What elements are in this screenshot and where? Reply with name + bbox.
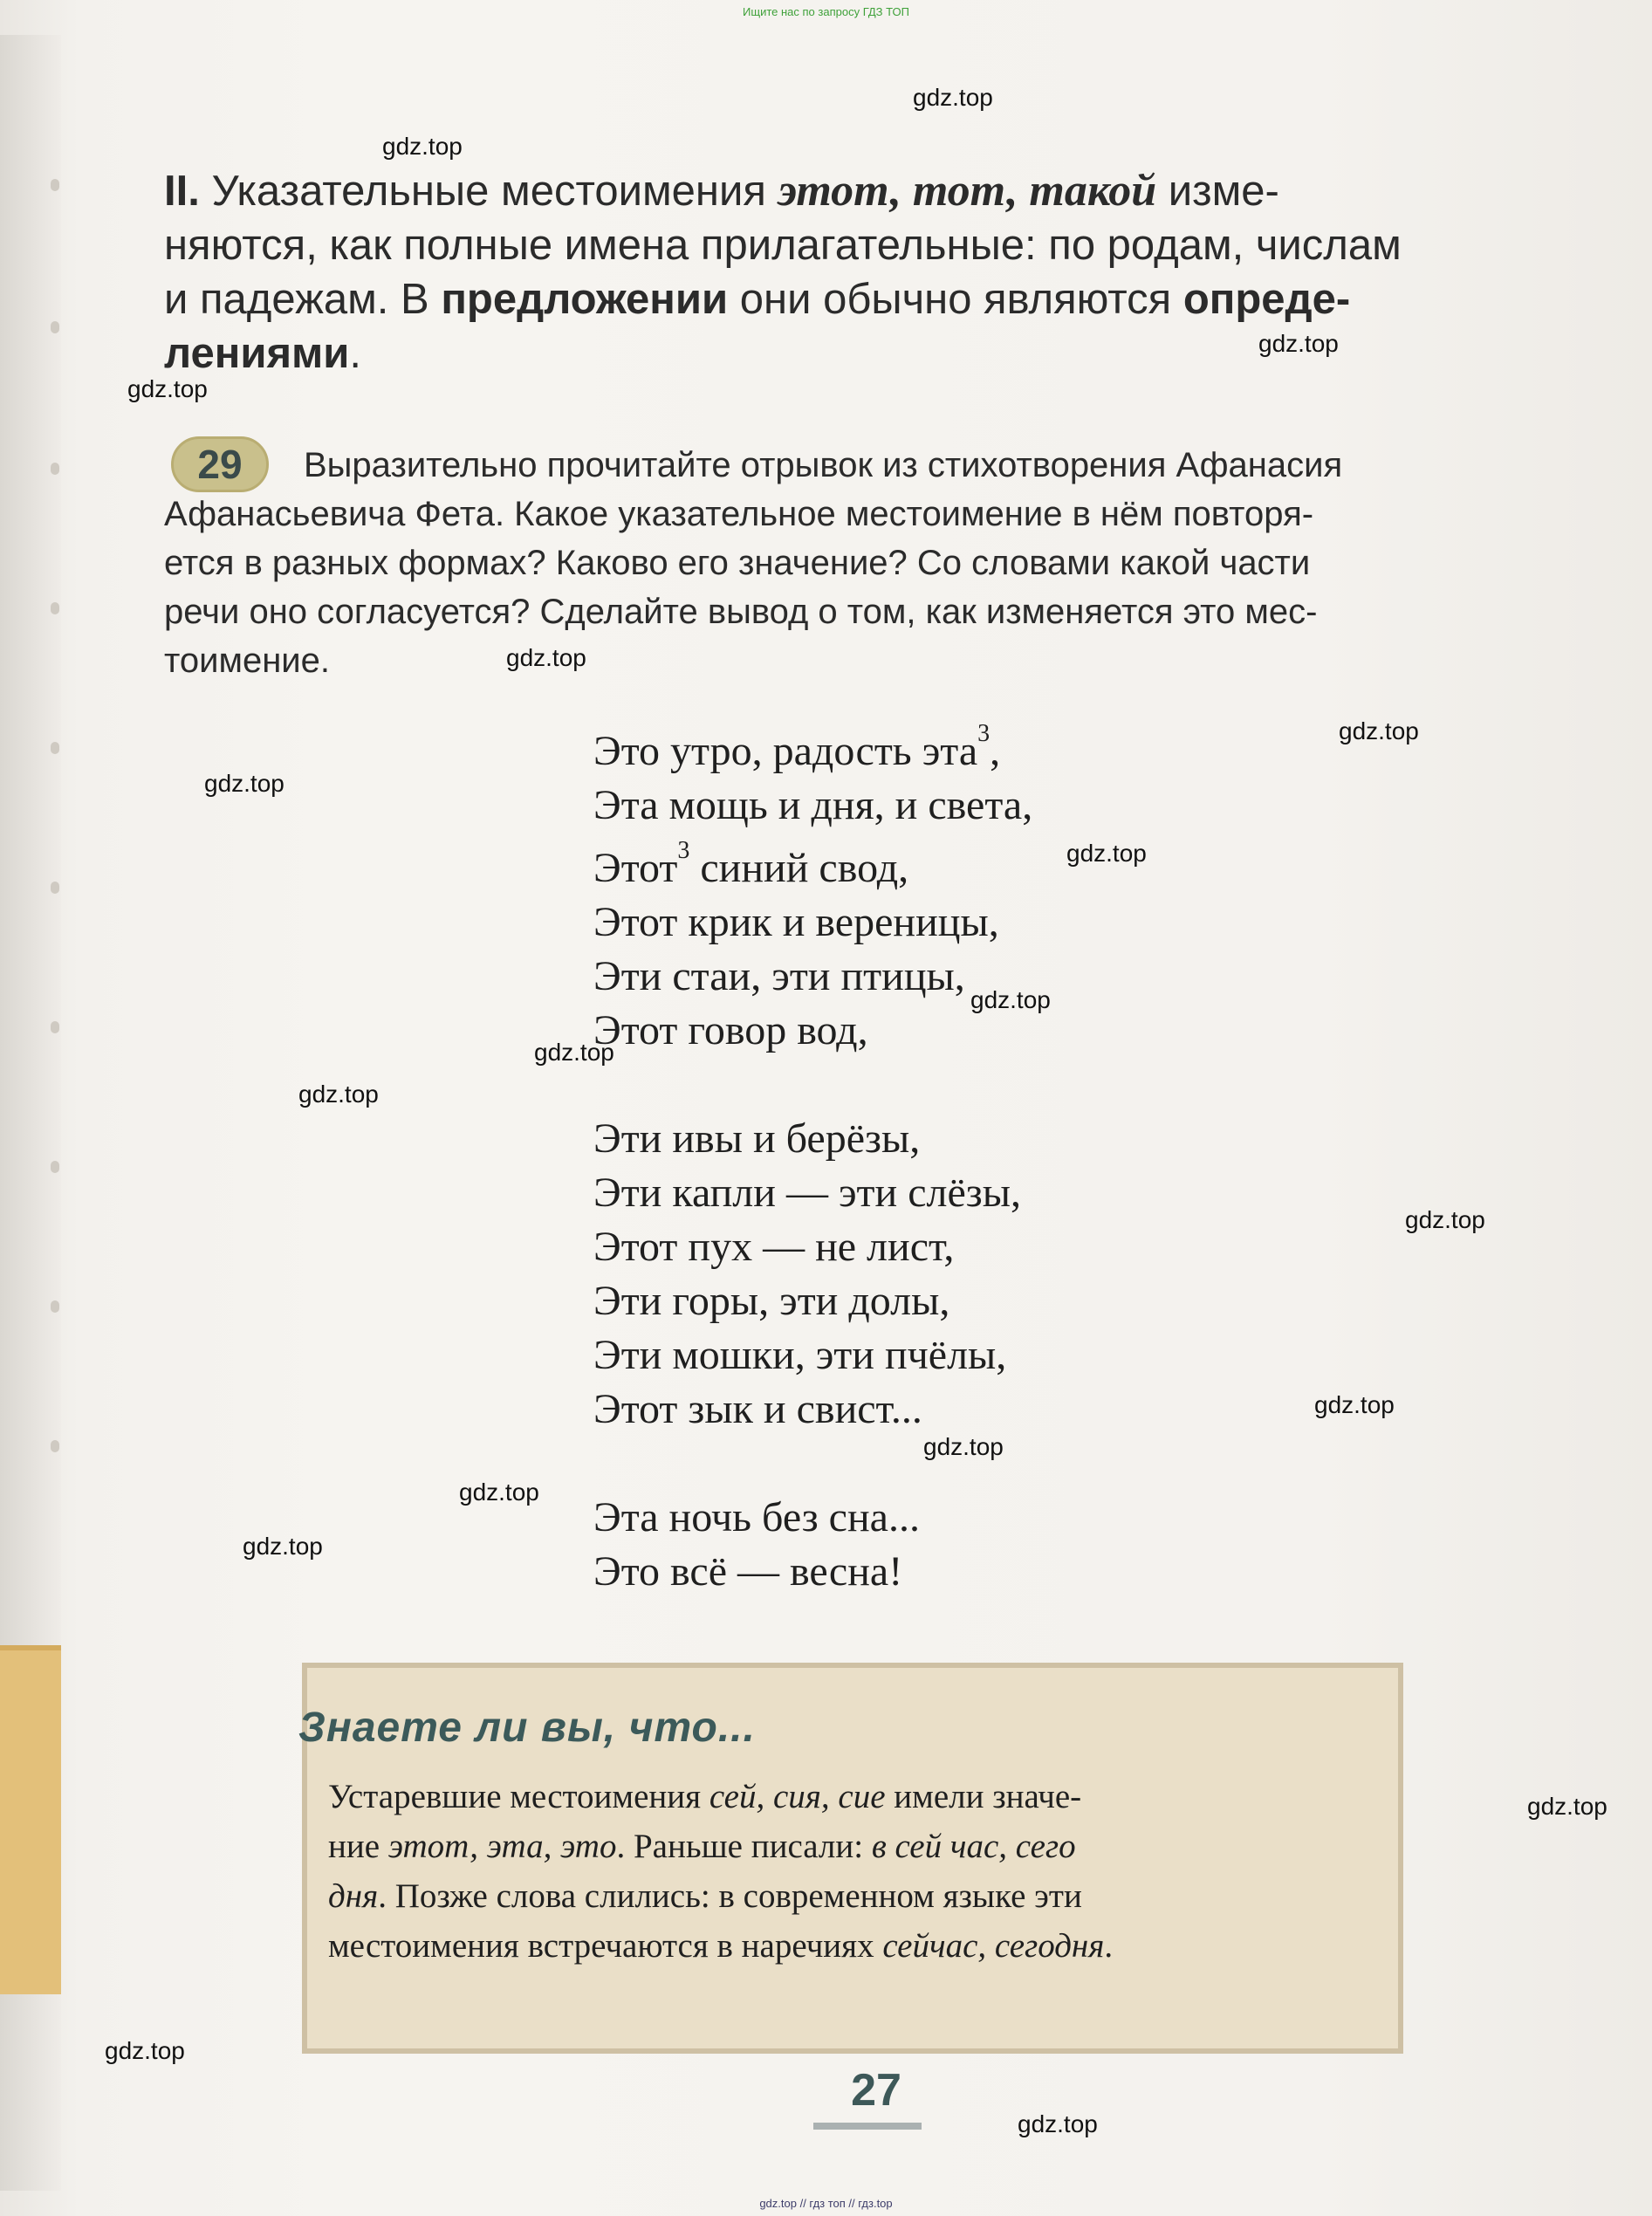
spine-mark xyxy=(51,1440,59,1452)
box-line xyxy=(328,1921,1410,1971)
box-text: Устаревшие местоимения xyxy=(328,1778,709,1815)
box-text: . Позже слова слились: в современном языке эти xyxy=(378,1877,1082,1915)
poem-line: Эти капли — эти слёзы, xyxy=(593,1170,1021,1216)
rule-paragraph xyxy=(164,164,1552,381)
watermark: gdz.top xyxy=(1066,840,1147,867)
margin-color-band-edge xyxy=(0,1645,61,1650)
rule-text: . xyxy=(349,330,362,377)
rule-text: Указательные местоимения xyxy=(199,168,778,215)
poem-line: Эта ночь без сна... xyxy=(593,1494,920,1540)
box-line xyxy=(328,1822,1410,1871)
rule-line xyxy=(164,326,1552,381)
spine-mark xyxy=(51,321,59,333)
watermark: gdz.top xyxy=(1405,1206,1485,1233)
page-number: 27 xyxy=(851,2065,901,2116)
watermark: gdz.top xyxy=(127,375,208,402)
watermark: gdz.top xyxy=(534,1039,614,1066)
spine-mark xyxy=(51,602,59,614)
poem xyxy=(593,716,1032,1599)
rule-text: изме- xyxy=(1156,168,1279,215)
task-line: тоимение. xyxy=(164,641,330,680)
exercise-number-badge: 29 xyxy=(171,436,269,492)
stanza-gap xyxy=(593,1437,1032,1491)
poem-line: Эта мощь и дня, и света, xyxy=(593,782,1033,828)
task-line: ется в разных формах? Каково его значение? Со словами какой части xyxy=(164,544,1311,582)
spine-mark xyxy=(51,1161,59,1173)
footnote-mark: 3 xyxy=(977,720,991,747)
did-you-know-text xyxy=(328,1772,1410,1971)
watermark: gdz.top xyxy=(382,133,463,160)
rule-line xyxy=(164,164,1552,218)
watermark: gdz.top xyxy=(1314,1391,1395,1418)
header-note[interactable]: Ищите нас по запросу ГДЗ ТОП xyxy=(743,5,909,18)
poem-line: Этот крик и вереницы, xyxy=(593,899,999,945)
poem-text: Этот xyxy=(593,845,678,891)
watermark: gdz.top xyxy=(970,986,1051,1013)
watermark: gdz.top xyxy=(506,644,586,671)
rule-pronouns: этот, тот, такой xyxy=(778,166,1157,216)
poem-text: , xyxy=(990,728,1001,774)
watermark: gdz.top xyxy=(298,1081,379,1108)
footer-note[interactable]: gdz.top // гдз топ // гдз.top xyxy=(759,2197,893,2210)
poem-line: Этот пух — не лист, xyxy=(593,1224,955,1270)
box-text: . Раньше писали: xyxy=(616,1828,872,1865)
poem-text: синий свод, xyxy=(689,845,909,891)
rule-term: лениями xyxy=(164,330,350,377)
box-text: местоимения встречаются в наречиях xyxy=(328,1927,883,1965)
rule-text: они обычно являются xyxy=(728,276,1183,323)
watermark: gdz.top xyxy=(1527,1793,1607,1820)
spine-mark xyxy=(51,1021,59,1033)
poem-line: Это всё — весна! xyxy=(593,1548,903,1595)
poem-line: Эти стаи, эти птицы, xyxy=(593,953,965,999)
rule-line xyxy=(164,272,1552,326)
watermark: gdz.top xyxy=(105,2037,185,2064)
box-line xyxy=(328,1871,1410,1921)
footnote-mark: 3 xyxy=(677,837,690,864)
spine-mark xyxy=(51,463,59,475)
watermark: gdz.top xyxy=(1258,330,1339,357)
spine-mark xyxy=(51,1300,59,1313)
box-text: ние xyxy=(328,1828,388,1865)
watermark: gdz.top xyxy=(923,1433,1004,1460)
rule-term: предложении xyxy=(441,276,729,323)
watermark: gdz.top xyxy=(459,1478,539,1506)
box-text: . xyxy=(1104,1927,1114,1965)
box-term: сейчас, сегодня xyxy=(882,1927,1105,1965)
did-you-know-title: Знаете ли вы, что... xyxy=(298,1705,756,1751)
poem-line xyxy=(593,716,1032,779)
watermark: gdz.top xyxy=(913,84,993,111)
spine-mark xyxy=(51,882,59,894)
box-term: этот, эта, это xyxy=(387,1828,617,1865)
watermark: gdz.top xyxy=(243,1533,323,1560)
page-number-underline xyxy=(813,2123,922,2130)
rule-text: и падежам. В xyxy=(164,276,442,323)
task-line: речи оно согласуется? Сделайте вывод о том, как изменяется это мес- xyxy=(164,593,1318,631)
margin-color-band xyxy=(0,1645,61,1994)
rule-term: опреде- xyxy=(1182,276,1351,323)
box-line xyxy=(328,1772,1410,1822)
box-term: дня xyxy=(328,1877,379,1915)
rule-line: няются, как полные имена прилагательные: по родам, числам xyxy=(164,222,1402,269)
spine-mark xyxy=(51,179,59,191)
poem-text: Это утро, радость эта xyxy=(593,728,978,774)
stanza-gap xyxy=(593,1058,1032,1112)
spine-mark xyxy=(51,742,59,754)
poem-line: Эти ивы и берёзы, xyxy=(593,1115,921,1162)
rule-numeral: II. xyxy=(164,168,200,215)
box-term: в сей час, сего xyxy=(871,1828,1076,1865)
watermark: gdz.top xyxy=(1339,717,1419,744)
watermark: gdz.top xyxy=(1018,2110,1098,2137)
poem-line xyxy=(593,833,1032,895)
poem-line: Эти горы, эти долы, xyxy=(593,1278,950,1324)
poem-line: Эти мошки, эти пчёлы, xyxy=(593,1332,1007,1378)
watermark: gdz.top xyxy=(204,770,284,797)
poem-line: Этот говор вод, xyxy=(593,1007,868,1053)
box-text: имели значе- xyxy=(885,1778,1082,1815)
box-term: сей, сия, сие xyxy=(709,1778,886,1815)
poem-line: Этот зык и свист... xyxy=(593,1386,922,1432)
exercise-task xyxy=(164,441,1552,685)
task-line: Афанасьевича Фета. Какое указательное местоимение в нём повторя- xyxy=(164,495,1314,533)
task-line: Выразительно прочитайте отрывок из стихотворения Афанасия xyxy=(304,446,1343,484)
